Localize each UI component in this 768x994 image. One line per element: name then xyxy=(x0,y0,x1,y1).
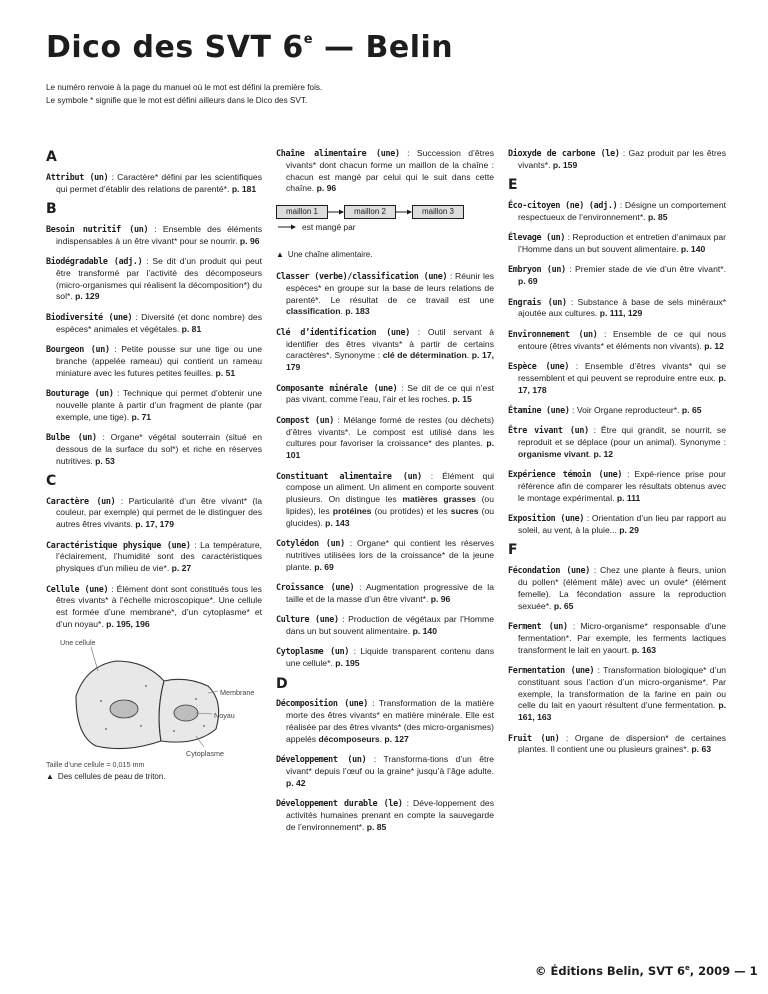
entry-bulbe: Bulbe (un) : Organe* végétal souterrain (situé en dessous de la surface du sol*) et riche en réserves nutritives. p. 53 xyxy=(46,431,262,466)
food-chain-box: maillon 3 xyxy=(412,205,464,219)
entry-elevage: Élevage (un) : Reproduction et entretien d’animaux par l’Homme dans un but souvent alimentaire. p. 140 xyxy=(508,232,726,254)
page-title: Dico des SVT 6e — Belin xyxy=(46,30,454,65)
cell-label: Une cellule xyxy=(60,637,96,647)
entry-chaine-alimentaire: Chaîne alimentaire (une) : Succession d’êtres vivants* dont chacun forme un maillon de la chaîne : chacun est mangé par celui qui le suit dans cette chaîne. p. 96 xyxy=(276,148,495,194)
entry-espece: Espèce (une) : Ensemble d’êtres vivants* qui se ressemblent et qui peuvent se reproduire entre eux. p. 17, 178 xyxy=(508,360,726,395)
cell-figure-caption: ▲ Des cellules de peau de triton. xyxy=(46,771,166,781)
entry-cellule: Cellule (une) : Élément dont sont constitués tous les êtres vivants* à l’échelle microscopique*. Une cellule est formée d’une membrane*, d’un cytoplasme* et d’un noyau*. p. 195, 196 xyxy=(46,583,262,630)
entry-developpement-durable: Développement durable (le) : Déve-loppement des activités humaines prenant en compte la sauvegarde de l’environnement*. p. 85 xyxy=(276,798,494,832)
entry-etamine: Étamine (une) : Voir Organe reproducteur*. p. 65 xyxy=(508,404,702,415)
letter-heading-b: B xyxy=(46,200,57,217)
food-chain-box: maillon 2 xyxy=(344,205,396,219)
entry-caractere: Caractère (un) : Particularité d’un être vivant* (la couleur, par exemple) qui permet de le distinguer des autres êtres vivants. p. 17, 179 xyxy=(46,495,262,530)
entry-engrais: Engrais (un) : Substance à base de sels minéraux* ajoutée aux cultures. p. 111, 129 xyxy=(508,296,727,319)
entry-environnement: Environnement (un) : Ensemble de ce qui nous entoure (êtres vivants* et éléments non vivants). p. 12 xyxy=(508,328,726,351)
entry-bourgeon: Bourgeon (un) : Petite pousse sur une tige ou une branche (appelée rameau) qui contient un rameau miniature avec les futures petites feuilles. p. 51 xyxy=(46,343,262,378)
intro-note xyxy=(46,81,322,107)
entry-caracteristique-physique: Caractéristique physique (une) : La température, l’éclairement, l’humidité sont des caractéristiques physiques d’un milieu de vie*. p. 27 xyxy=(46,539,262,574)
cytoplasm-label: Cytoplasme xyxy=(186,748,224,758)
membrane-label: Membrane xyxy=(220,687,255,697)
entry-attribut: Attribut (un) : Caractère* défini par les scientifiques qui permet d’établir des relations de parenté*. p. 181 xyxy=(46,171,263,194)
cell-figure xyxy=(46,637,262,769)
page-footer: © Éditions Belin, SVT 6e, 2009 — 1 xyxy=(535,964,758,978)
entry-cotyledon: Cotylédon (un) : Organe* qui contient les réserves nutritives utilisées lors de la croissance* de la jeune plante. p. 69 xyxy=(276,538,494,572)
entry-composante-minerale: Composante minérale (une) : Se dit de ce qui n’est pas vivant, comme l’eau, l’air et les roches. p. 15 xyxy=(276,382,494,405)
entry-fecondation: Fécondation (une) : Chez une plante à fleurs, union du pollen* (élément mâle) avec un ovule* (élément femelle). La fécondation assure la reproduction sexuée*. p. 65 xyxy=(508,565,726,611)
letter-heading-e: E xyxy=(508,177,518,194)
nucleus-right xyxy=(174,705,198,721)
entry-cytoplasme: Cytoplasme (un) : Liquide transparent contenu dans une cellule*. p. 195 xyxy=(276,646,494,669)
intro-line: Le symbole * signifie que le mot est défini ailleurs dans le Dico des SVT. xyxy=(46,96,308,105)
entry-eco-citoyen: Éco-citoyen (ne) (adj.) : Désigne un comportement respectueux de l’environnement*. p. 85 xyxy=(508,199,726,222)
cell-size-note: Taille d’une cellule = 0,015 mm xyxy=(46,759,145,769)
entry-etre-vivant: Être vivant (un) : Être qui grandit, se nourrit, se reproduit et se déplace (pour un animal). Synonyme : organisme vivant. p. 12 xyxy=(508,425,726,459)
copyright-icon: © xyxy=(535,964,547,978)
entry-besoin-nutritif: Besoin nutritif (un) : Ensemble des éléments indispensables à un être vivant* pour se nourrir. p. 96 xyxy=(46,223,262,246)
entry-bouturage: Bouturage (un) : Technique qui permet d’obtenir une nouvelle plante à partir d’un fragment de plante (par exemple, une tige). p. 71 xyxy=(46,387,263,422)
entry-compost: Compost (un) : Mélange formé de restes (ou déchets) d’êtres vivants*. Le compost est utilisé dans les cultures pour favoriser la croissance* des plantes. p. 101 xyxy=(276,414,494,461)
letter-heading-d: D xyxy=(276,675,288,692)
entry-biodegradable: Biodégradable (adj.) : Se dit d’un produit qui peut être transformé par l’activité des décomposeurs (micro-organismes qui réalisent la décomposition*) du sol*. p. 129 xyxy=(46,255,262,302)
entry-ferment: Ferment (un) : Micro-organisme* responsable d’une fermentation*. Par exemple, les ferments lactiques transforment le lait en yaourt. p. 163 xyxy=(508,621,726,655)
entry-cle-identification: Clé d’identification (une) : Outil servant à identifier des êtres vivants* à partir de certains caractères*. Synonyme : clé de détermination. p. 17, 179 xyxy=(276,326,495,373)
cell-illustration xyxy=(46,641,262,767)
entry-exposition: Exposition (une) : Orientation d’un lieu par rapport au soleil, au vent, à la pluie... p. 29 xyxy=(508,513,727,536)
entry-classer: Classer (verbe)/classification (une) : Réunir les espèces* en groupe sur la base de leurs relations de parenté*. Le résultat de ce travail est une classification. p. 183 xyxy=(276,270,495,317)
triangle-icon: ▲ xyxy=(276,250,284,260)
food-chain-arrow-label: est mangé par xyxy=(302,222,356,233)
intro-line: Le numéro renvoie à la page du manuel où le mot est défini la première fois. xyxy=(46,83,323,92)
entry-biodiversite: Biodiversité (une) : Diversité (et donc nombre) des espèces* animales et végétales. p. 81 xyxy=(46,311,262,334)
entry-culture: Culture (une) : Production de végétaux par l’Homme dans un but souvent alimentaire. p. 140 xyxy=(276,614,494,637)
entry-decomposition: Décomposition (une) : Transformation de la matière morte des êtres vivants* en matière minérale. Elle est réalisée par des êtres vivants* (des micro-organismes) appelés décomposeurs. p. 127 xyxy=(276,698,494,744)
entry-developpement: Développement (un) : Transforma-tions d’un être vivant* depuis l’œuf ou la graine* jusqu’à l’âge adulte. p. 42 xyxy=(276,754,495,788)
entry-constituant-alimentaire: Constituant alimentaire (un) : Élément qui compose un aliment. Un aliment en comporte souvent plusieurs. On distingue les matières grasses (ou lipides), les protéines (ou protides) et les sucres (ou glucides). p. 143 xyxy=(276,470,495,528)
entry-dioxyde-carbone: Dioxyde de carbone (le) : Gaz produit par les êtres vivants*. p. 159 xyxy=(508,148,726,170)
food-chain-caption: ▲ Une chaîne alimentaire. xyxy=(276,250,373,260)
letter-heading-a: A xyxy=(46,149,57,165)
nucleus-left xyxy=(110,700,138,718)
entry-embryon: Embryon (un) : Premier stade de vie d’un être vivant*. p. 69 xyxy=(508,264,726,287)
letter-heading-c: C xyxy=(46,472,57,489)
entry-fruit: Fruit (un) : Organe de dispersion* de certaines plantes. Il contient une ou plusieurs graines*. p. 63 xyxy=(508,732,727,755)
column-1 xyxy=(46,148,262,793)
food-chain-box: maillon 1 xyxy=(276,205,328,219)
entry-experience-temoin: Expérience témoin (une) : Expé-rience prise pour référence afin de comparer les résultats obtenus avec le montage expérimental. p. 111 xyxy=(508,469,726,503)
triangle-icon: ▲ xyxy=(46,771,54,781)
entry-fermentation: Fermentation (une) : Transformation biologique* d’un constituant sous l’action d’un micro-organisme*. Par exemple, la transformation de la farine en pain ou celle du lait en yaourt résultent d’une fermentation. p. 161, 163 xyxy=(508,665,726,723)
nucleus-label: Noyau xyxy=(214,710,235,720)
entry-croissance: Croissance (une) : Augmentation progressive de la taille et de la masse d’un être vivant*. p. 96 xyxy=(276,582,494,604)
column-2 xyxy=(276,148,494,842)
food-chain-figure xyxy=(276,205,494,241)
letter-heading-f: F xyxy=(508,542,518,559)
column-3 xyxy=(508,148,726,765)
